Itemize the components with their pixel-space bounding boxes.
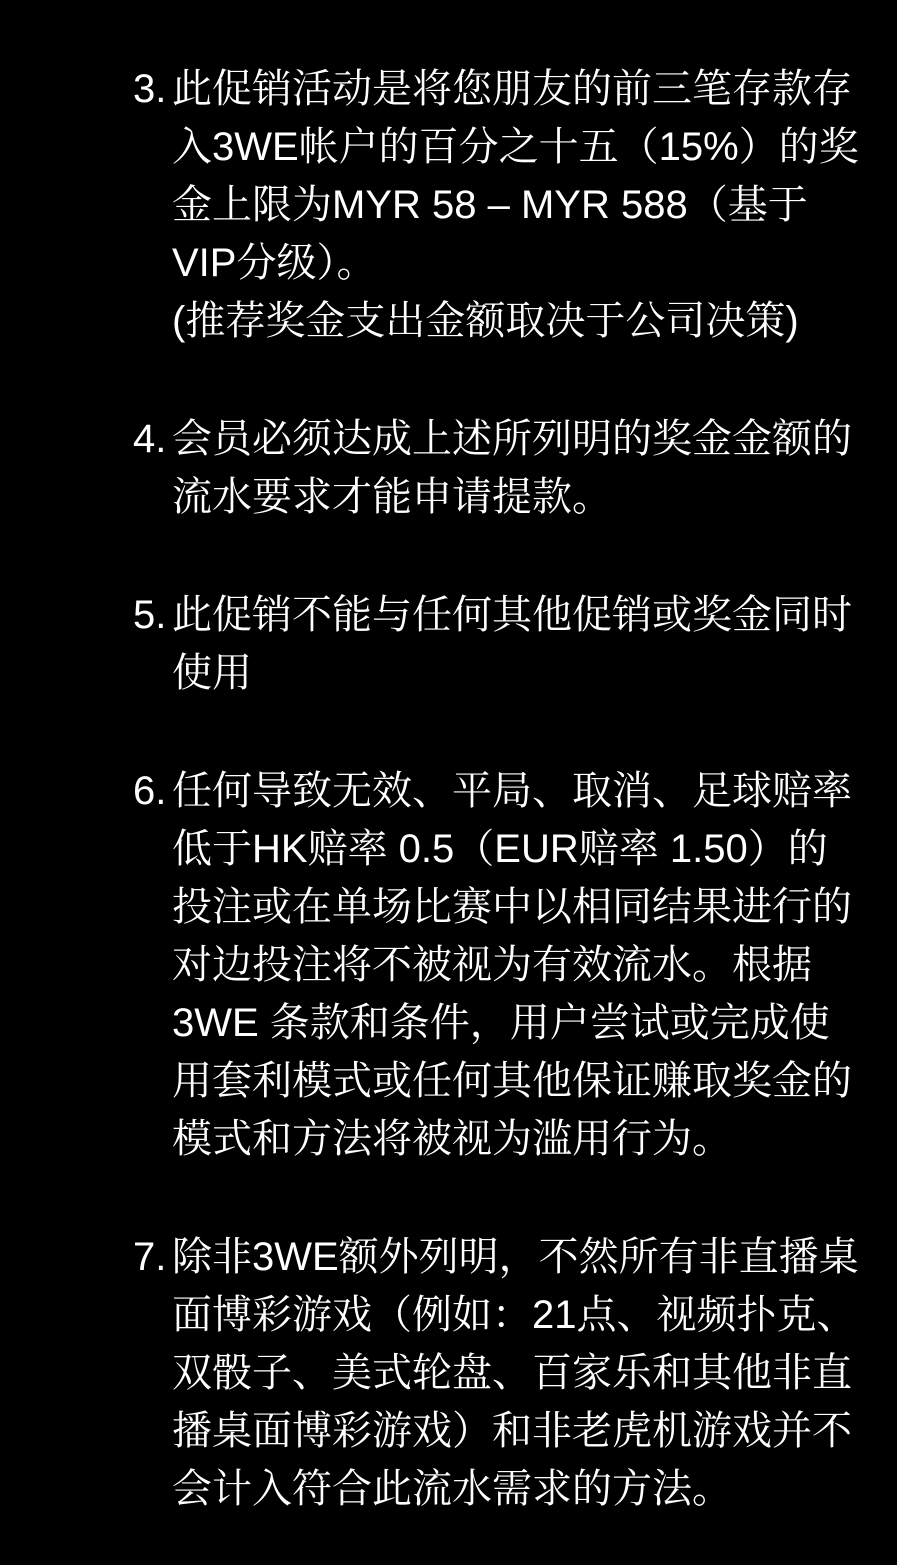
term-item-4-text: 会员必须达成上述所列明的奖金金额的流水要求才能申请提款。 — [172, 417, 852, 519]
term-item-7-text: 除非3WE额外列明，不然所有非直播桌面博彩游戏（例如：21点、视频扑克、双骰子、美式轮盘、百家乐和其他非直播桌面博彩游戏）和非老虎机游戏并不会计入符合此流水需求的方法。 — [172, 1235, 859, 1511]
term-item-6-content — [172, 762, 860, 1168]
term-item-5-number: 5. — [133, 593, 167, 637]
term-item-4-content — [172, 410, 860, 526]
term-item-5-text: 此促销不能与任何其他促销或奖金同时使用 — [172, 593, 852, 695]
term-item-6-text: 任何导致无效、平局、取消、足球赔率低于HK赔率 0.5（EUR赔率 1.50）的投注或在单场比赛中以相同结果进行的对边投注将不被视为有效流水。根据 3WE 条款和条件，用户尝试或完成使用套利模式或任何其他保证赚取奖金的模式和方法将被视为滥用行为。 — [172, 769, 852, 1161]
term-item-7-content — [172, 1228, 860, 1518]
term-item-7-number: 7. — [133, 1235, 167, 1279]
term-item-3-text: 此促销活动是将您朋友的前三笔存款存入3WE帐户的百分之十五（15%）的奖金上限为MYR 58 – MYR 588（基于VIP分级）。 — [172, 67, 859, 285]
term-item-4-number: 4. — [133, 417, 167, 461]
term-item-6-number: 6. — [133, 769, 167, 813]
term-item-3-content — [172, 60, 860, 350]
term-item-3-number: 3. — [133, 67, 167, 111]
term-item-3 — [133, 60, 897, 350]
term-item-5 — [133, 586, 897, 702]
term-item-5-content — [172, 586, 860, 702]
term-item-7 — [133, 1228, 897, 1518]
term-item-3-note: (推荐奖金支出金额取决于公司决策) — [172, 299, 799, 343]
term-item-4 — [133, 410, 897, 526]
term-item-6 — [133, 762, 897, 1168]
